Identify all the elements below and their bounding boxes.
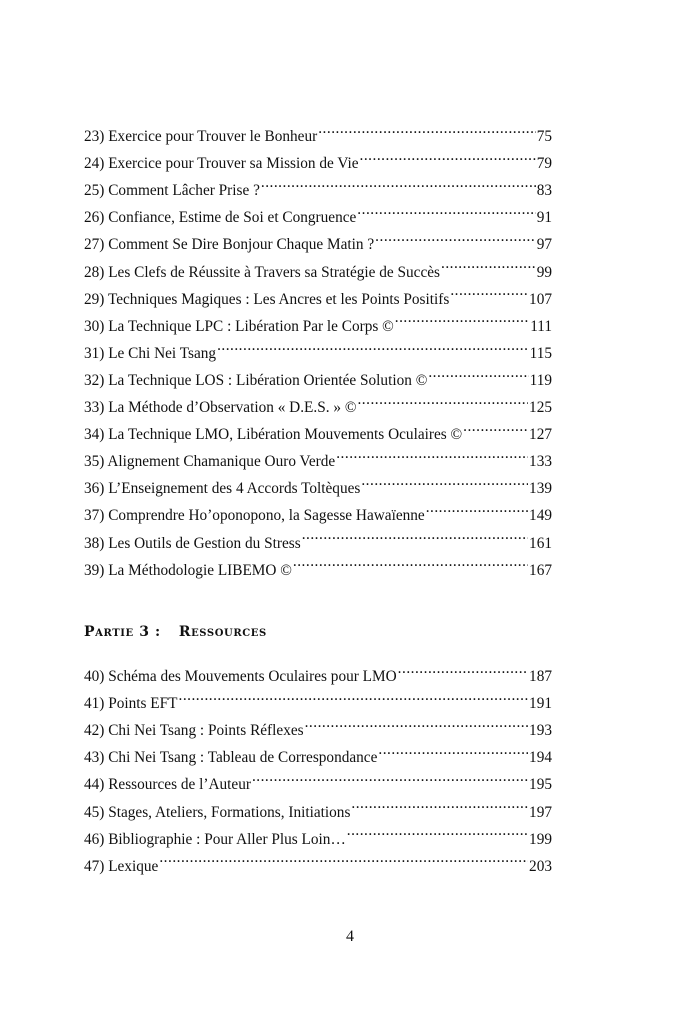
dot-leader — [159, 844, 528, 871]
toc-entry-title: 34) La Technique LMO, Libération Mouvements Oculaires © — [84, 426, 463, 444]
toc-entry-title: 46) Bibliographie : Pour Aller Plus Loin… — [84, 830, 346, 848]
toc-entry-title: 39) La Méthodologie LIBEMO © — [84, 561, 292, 579]
toc-entry-title: 31) Le Chi Nei Tsang — [84, 344, 217, 362]
toc-entry-page-number: 127 — [529, 426, 552, 444]
table-of-contents-part2 — [84, 114, 552, 579]
dot-leader — [302, 520, 528, 547]
toc-entry-page-number: 115 — [529, 344, 552, 362]
toc-entry-title: 47) Lexique — [84, 857, 159, 875]
toc-entry-title: 29) Techniques Magiques : Les Ancres et les Points Positifs — [84, 290, 450, 308]
section-heading-part3 — [84, 624, 267, 640]
toc-entry-page-number: 203 — [529, 857, 552, 875]
dot-leader — [463, 412, 528, 439]
toc-entry-title: 43) Chi Nei Tsang : Tableau de Correspondance — [84, 749, 378, 767]
toc-entry-title: 32) La Technique LOS : Libération Orientée Solution © — [84, 371, 428, 389]
part-label: Partie 3 : — [84, 624, 161, 640]
dot-leader — [360, 141, 536, 168]
toc-entry-page-number: 167 — [529, 561, 552, 579]
toc-entry-page-number: 191 — [529, 695, 552, 713]
toc-entry-page-number: 194 — [529, 749, 552, 767]
toc-entry-title: 27) Comment Se Dire Bonjour Chaque Matin ? — [84, 236, 375, 254]
dot-leader — [378, 735, 528, 762]
toc-entry-page-number: 119 — [529, 371, 552, 389]
dot-leader — [375, 222, 536, 249]
toc-entry-page-number: 199 — [529, 830, 552, 848]
toc-entry-page-number: 75 — [536, 128, 552, 146]
toc-entry-page-number: 79 — [536, 155, 552, 173]
dot-leader — [293, 548, 528, 575]
toc-entry-page-number: 107 — [529, 290, 552, 308]
toc-entry-page-number: 133 — [529, 453, 552, 471]
toc-entry-title: 30) La Technique LPC : Libération Par le Corps © — [84, 317, 394, 335]
toc-entry-title: 35) Alignement Chamanique Ouro Verde — [84, 453, 336, 471]
toc-entry-page-number: 139 — [529, 480, 552, 498]
toc-entry-page-number: 195 — [529, 776, 552, 794]
toc-entry-page-number: 193 — [529, 722, 552, 740]
dot-leader — [318, 114, 535, 141]
dot-leader — [347, 817, 528, 844]
toc-entry-title: 41) Points EFT — [84, 695, 178, 713]
toc-entry-title: 36) L’Enseignement des 4 Accords Toltèques — [84, 480, 361, 498]
table-of-contents-part3 — [84, 654, 552, 875]
toc-entry-title: 28) Les Clefs de Réussite à Travers sa Stratégie de Succès — [84, 263, 440, 281]
toc-entry — [84, 654, 552, 686]
dot-leader — [441, 249, 536, 276]
toc-entry-title: 23) Exercice pour Trouver le Bonheur — [84, 128, 318, 146]
dot-leader — [398, 654, 528, 681]
toc-entry-page-number: 197 — [529, 803, 552, 821]
dot-leader — [357, 385, 528, 412]
toc-entry-title: 44) Ressources de l’Auteur — [84, 776, 251, 794]
toc-entry-page-number: 161 — [529, 534, 552, 552]
toc-entry-page-number: 187 — [529, 668, 552, 686]
toc-entry-title: 37) Comprendre Ho’oponopono, la Sagesse Hawaïenne — [84, 507, 425, 525]
toc-entry-page-number: 83 — [536, 182, 552, 200]
toc-entry-title: 33) La Méthode d’Observation « D.E.S. » © — [84, 399, 357, 417]
toc-entry-page-number: 111 — [530, 317, 552, 335]
toc-entry-title: 25) Comment Lâcher Prise ? — [84, 182, 260, 200]
dot-leader — [179, 681, 529, 708]
dot-leader — [217, 331, 529, 358]
dot-leader — [357, 195, 535, 222]
toc-entry-page-number: 97 — [536, 236, 552, 254]
dot-leader — [336, 439, 528, 466]
dot-leader — [252, 762, 528, 789]
dot-leader — [428, 358, 528, 385]
toc-entry-page-number: 149 — [529, 507, 552, 525]
dot-leader — [261, 168, 536, 195]
toc-entry-title: 26) Confiance, Estime de Soi et Congruence — [84, 209, 357, 227]
part-title: Ressources — [178, 624, 267, 640]
toc-entry-title: 45) Stages, Ateliers, Formations, Initiations — [84, 803, 351, 821]
dot-leader — [426, 493, 528, 520]
page-number: 4 — [346, 928, 354, 945]
toc-entry — [84, 114, 552, 146]
toc-entry-title: 42) Chi Nei Tsang : Points Réflexes — [84, 722, 304, 740]
dot-leader — [351, 789, 528, 816]
toc-entry-page-number: 91 — [536, 209, 552, 227]
toc-entry-title: 24) Exercice pour Trouver sa Mission de Vie — [84, 155, 359, 173]
toc-entry-page-number: 125 — [529, 399, 552, 417]
dot-leader — [361, 466, 528, 493]
toc-entry-page-number: 99 — [536, 263, 552, 281]
toc-entry-title: 40) Schéma des Mouvements Oculaires pour LMO — [84, 668, 397, 686]
dot-leader — [450, 277, 528, 304]
dot-leader — [305, 708, 528, 735]
dot-leader — [395, 304, 529, 331]
toc-entry-title: 38) Les Outils de Gestion du Stress — [84, 534, 301, 552]
